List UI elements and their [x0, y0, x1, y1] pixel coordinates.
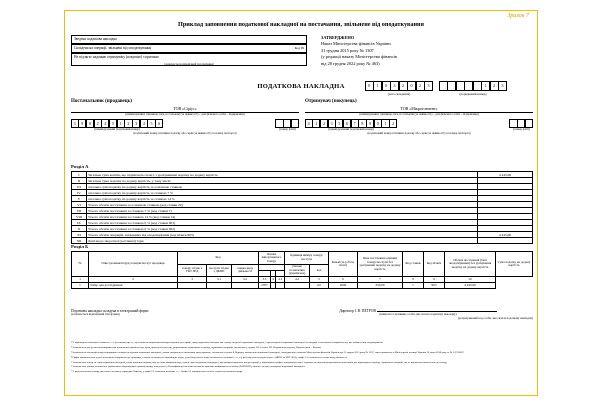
footnote-1: ¹ У відповідних клітинках ставиться «×» (позначка) про те, що зазначена податкова накладна підлягає реєстрації, якщо податкова накладна має ознаку зведеної податкової накладної, і при складанні податкової накладної на операції з постачання товарів/послуг, що звільнені від оподаткування. — [71, 341, 384, 344]
ipn-cell[interactable]: 5 — [335, 119, 343, 128]
row-no: IV — [72, 190, 87, 196]
row-text: Усього обсяги операцій, звільнених від оподаткування (код пільги 903) — [87, 232, 478, 238]
seller-tax-number-sub: (податковий номер платника податку або серія (за наявності) та номер паспорта) — [133, 131, 237, 136]
date-cell[interactable]: 0 — [365, 81, 374, 91]
col-unit-name: умовне позначення (українське) — [285, 264, 310, 277]
col-dkpp: послуги згідно з ДКПП — [207, 264, 232, 277]
col-vat-sum: Сума податку на додану вартість — [496, 252, 533, 277]
row-text: Дані щодо зворотної (заставної) тари — [87, 238, 478, 244]
ipn-cell[interactable]: 4 — [140, 119, 148, 128]
cell-rate-code: 1 — [403, 282, 424, 288]
ipn-cell[interactable]: 6 — [155, 119, 163, 128]
cell-dkpp — [207, 282, 232, 288]
sample-label: Зразок 7 — [507, 13, 529, 19]
ipn-cell[interactable]: 0 — [374, 119, 382, 128]
header-box-consolidated-label: Зведена податкова накладна — [74, 37, 117, 41]
colnum: 3.2 — [232, 277, 259, 283]
cell-benefit-code: 903 — [424, 282, 445, 288]
col-code-group: Код — [178, 252, 259, 265]
header-box-exempt[interactable] — [71, 44, 307, 53]
colnum: 5 — [310, 277, 329, 283]
row-no: VII — [72, 208, 87, 214]
row-no: I — [72, 172, 87, 178]
row-sum — [478, 238, 533, 244]
colnum: 2 — [89, 277, 178, 283]
row-no: VIII — [72, 214, 87, 220]
number-cell[interactable]: 2 — [490, 81, 499, 91]
approval-line-5: від 28 грудня 2022 року № 463) — [321, 60, 380, 66]
col-benefit-code: Код пільги — [424, 252, 445, 277]
ipn-cell[interactable]: 8 — [358, 119, 366, 128]
footnotes — [71, 341, 533, 375]
row-no: III — [72, 184, 87, 190]
buyer-name[interactable]: ТОВ «Мікроелемент» — [305, 105, 533, 113]
buyer-name-sub: (найменування; прізвище, ім'я, по батькові (за наявності) – для фізичної особи – підприємця) — [359, 112, 479, 116]
ipn-cell[interactable]: 4 — [305, 119, 313, 128]
ipn-cell[interactable]: 9 — [366, 119, 374, 128]
row-no: X — [72, 226, 87, 232]
ipn-cell[interactable]: 9 — [78, 119, 86, 128]
ipn-cell[interactable]: 1 — [117, 119, 125, 128]
row-text: Усього обсяги постачання за основною ставкою (код ставки 20) — [87, 202, 478, 208]
cell-quantity: 2009 — [329, 282, 358, 288]
cell-unit-name — [285, 282, 310, 288]
col-unit-code: код — [310, 264, 329, 277]
number-cell[interactable]: 3 — [498, 81, 507, 91]
ipn-cell[interactable]: 7 — [351, 119, 359, 128]
colnum: 8 — [403, 277, 424, 283]
header-area — [71, 35, 533, 79]
approval-line-3: 31 грудня 2015 року № 1307 — [321, 47, 374, 53]
date-cell[interactable]: 2 — [416, 81, 425, 91]
buyer-branch-caption: (номер філії) — [513, 126, 530, 131]
seller-title: Постачальник (продавець) — [71, 99, 132, 104]
footnote-5: ⁵ Зазначається номер та серія податкової накладної, назва платника податку, код та назва товарів/послуг, номер і дата податкової накладної, які використовуються для реєстрації; у відповідних графах зазначаються дані, отримані на підставі розрахованих показників для відповідного періоду, отриманих операцій, які не підлягають включенню до складу. — [71, 360, 448, 364]
signer-name: Директор І. В. ПЕТРОВ — [339, 309, 376, 313]
stamp-caption: (розрахунковий код особи, яка склала податкову накладну) — [457, 315, 533, 320]
col-imported-group: Ознака імпортованого товару — [259, 252, 285, 265]
table-header-row — [72, 252, 533, 265]
colnum: 10 — [445, 277, 496, 283]
ipn-cell[interactable]: 6 — [343, 119, 351, 128]
colnum: 1 — [72, 277, 89, 283]
ipn-cell[interactable]: 3 — [132, 119, 140, 128]
header-box-exempt-label: Складена на операції, звільнені від оподаткування — [74, 46, 152, 50]
row-no: XII — [72, 238, 87, 244]
footnote-2: ² Зазначається для уточнення/виправлення помилкової відомості про суми, проведені в реєстрі, розрахованих показників за період, отриманих операцій, зазначених у пункті 201.4 статті 201 Податкового кодексу України (далі – Кодекс). — [71, 345, 322, 349]
colnum: 9 — [424, 277, 445, 283]
row-text: загальна сума податку на додану вартість за основною ставкою — [87, 184, 478, 190]
number-cell[interactable]: 1 — [481, 81, 490, 91]
row-text: Усього обсяги постачання за ставкою 7 % (код ставки 7) — [87, 208, 478, 214]
seller-block — [71, 99, 299, 136]
invoice-number-area — [365, 81, 507, 96]
header-left-boxes — [71, 35, 307, 66]
buyer-block — [305, 99, 533, 136]
ipn-cell[interactable]: 1 — [381, 119, 389, 128]
col-quantity: Кількість (об'єм, обсяг) — [329, 252, 358, 277]
col-uktzed: товару згідно з УКТ ЗЕД — [178, 264, 207, 277]
colnum: 6 — [329, 277, 358, 283]
buyer-tax-number-sub: (податковий номер платника податку або серія (за наявності) та номер паспорта) — [367, 131, 471, 136]
ipn-cell[interactable]: 5 — [147, 119, 155, 128]
cell-activity — [232, 282, 259, 288]
colnum: 4 — [270, 277, 276, 283]
date-cell[interactable]: 2 — [399, 81, 408, 91]
cell-volume: 4 245,00 — [445, 282, 496, 288]
ipn-cell[interactable]: 8 — [86, 119, 94, 128]
col-unit-group: Одиниця виміру товару/послуги — [285, 252, 329, 265]
colnum: 4.1 — [276, 277, 285, 283]
number-caption: (порядковий номер) — [459, 91, 487, 96]
ipn-cell[interactable]: 2 — [124, 119, 132, 128]
header-box-exempt-value: Код 09 — [294, 46, 304, 50]
header-box-notgiven-sub: (зазначається відповідний тип причини) — [164, 62, 214, 66]
row-text: Загальна сума податку на додану вартість, у тому числі: — [87, 178, 478, 184]
colnum: 4.2 — [285, 277, 310, 283]
cell-unit-code: шт — [310, 282, 329, 288]
seller-branch-caption: (номер філії) — [279, 126, 296, 131]
header-box-notgiven-label: Не підлягає наданню отримувачу (покупцю) з причини — [74, 55, 159, 59]
col-volume: Обсяги постачання (база оподаткування) без урахування податку на додану вартість — [445, 252, 496, 277]
footnote-4: ⁴ Графи заповнюються у разі постачання товарів/послуг продавця, а також за наявності відповідних кодів, у разі відсутності кодів зазначається позначка «×», а у разі відсутності кодів згідно з ДКПП та УКТ ЗЕД у графі 3.3 зазначається ознака виду діяльності. — [71, 355, 348, 359]
ipn-cell[interactable]: 1 — [312, 119, 320, 128]
signature-block — [71, 309, 533, 320]
cell-imp3 — [276, 282, 285, 288]
footnote-6: ⁶ Зазначається умовне позначення українського відповідника одиниці виміру, наведеного у Класифікаторі системи позначень одиниць вимірювання та обліку (КСПОВО), чинного на дату складання податкової накладної. — [71, 365, 306, 369]
invoice-title: ПОДАТКОВА НАКЛАДНА — [257, 83, 345, 90]
cell-imp1: 2707 — [259, 282, 271, 288]
approval-line-2: Наказ Міністерства фінансів України — [321, 41, 391, 47]
row-sum: 4 245,00 — [478, 232, 533, 238]
row-text: загальна сума податку на додану вартість за ставкою 14 % — [87, 196, 478, 202]
cell-description: Товар для дослідження — [89, 282, 178, 288]
ipn-cell[interactable]: 3 — [71, 119, 79, 128]
row-sum: 4 245,00 — [478, 172, 533, 178]
document-title: Приклад заповнення податкової накладної на постачання, звільнене від оподаткування — [178, 21, 424, 28]
seller-name-sub: (найменування; прізвище, ім'я, по батькові (за наявності) – для фізичної особи – підприємця) — [125, 112, 245, 116]
form-type-label: Податкова накладна складена в електронній формі — [71, 309, 149, 313]
buyer-ipn-caption: (індивідуальний податковий номер) — [328, 126, 374, 131]
approval-line-1: ЗАТВЕРДЖЕНО — [321, 35, 355, 40]
header-box-consolidated[interactable] — [71, 35, 307, 44]
section-b-label: Розділ Б — [71, 244, 89, 249]
col-description: Опис (номенклатура) товарів/послуг продавця — [89, 252, 178, 277]
table-row — [72, 238, 533, 244]
row-text: Усього обсяги постачання за ставкою 0 % (код ставки 901) — [87, 220, 478, 226]
row-text: Загальна сума коштів, що підлягають сплаті, з урахуванням податку на додану вартість — [87, 172, 478, 178]
buyer-title: Отримувач (покупець) — [305, 99, 357, 104]
ipn-cell[interactable]: 3 — [328, 119, 336, 128]
date-cell[interactable]: 3 — [424, 81, 433, 91]
ipn-cell[interactable]: 4 — [101, 119, 109, 128]
col-price: Ціна постачання одиниці товару/послуги без урахування податку на додану вартість — [358, 252, 403, 277]
document-frame — [64, 10, 538, 396]
approval-block — [321, 35, 533, 67]
date-cell[interactable]: 0 — [382, 81, 391, 91]
number-cells[interactable] — [439, 81, 507, 91]
form-type-sub: (зазначається відповідний тип форми) — [71, 312, 120, 316]
header-box-notgiven[interactable] — [71, 53, 307, 66]
section-a-label: Розділ А — [71, 164, 89, 169]
section-a-table — [71, 171, 533, 244]
ipn-cell[interactable]: 2 — [320, 119, 328, 128]
cell-price: 250,00 — [358, 282, 403, 288]
footnote-7: ⁷ У разі постачання товару, ввезеного на митну територію України, у графі 3.2 ставиться позначка «×». Графа 3.2 заповнюється на всіх етапах постачання товару. — [71, 370, 243, 374]
colnum: 7 — [358, 277, 403, 283]
colnum: 3.1 — [207, 277, 232, 283]
date-cell[interactable]: 0 — [407, 81, 416, 91]
row-no: VI — [72, 202, 87, 208]
approval-line-4: (у редакції наказу Міністерства фінансів — [321, 54, 397, 60]
row-text: загальна сума податку на додану вартість за ставкою 7 % — [87, 190, 478, 196]
date-cell[interactable]: 1 — [373, 81, 382, 91]
ipn-cell[interactable]: 5 — [109, 119, 117, 128]
date-caption: (дата складання) — [387, 91, 411, 96]
col-rate-code: Код ставки — [403, 252, 424, 277]
col-activity: ознака виду діяльності — [232, 264, 259, 277]
row-no: XI — [72, 232, 87, 238]
seller-name[interactable]: ТОВ «Сіріус» — [71, 105, 299, 113]
row-no: IX — [72, 220, 87, 226]
ipn-cell[interactable]: 2 — [389, 119, 397, 128]
cell-uktzed — [178, 282, 207, 288]
table-row — [72, 282, 533, 288]
date-cell[interactable]: 3 — [390, 81, 399, 91]
row-text: Усього обсяги постачання за ставкою 0 % (код ставки 902) — [87, 226, 478, 232]
signer-sub: (ініціали та прізвище особи, яка склала податкову накладну) — [379, 312, 457, 316]
ipn-cell[interactable]: 2 — [94, 119, 102, 128]
row-text: Усього обсяги постачання за ставкою 14 % (код ставки 14) — [87, 214, 478, 220]
seller-ipn-caption: (індивідуальний податковий номер) — [94, 126, 140, 131]
section-b-table — [71, 251, 533, 289]
col-rownum: № — [72, 252, 89, 277]
row-no: V — [72, 196, 87, 202]
colnum: 3 — [178, 277, 207, 283]
colnum: 3.3 — [259, 277, 271, 283]
cell-rownum: 1 — [72, 282, 89, 288]
date-cells[interactable] — [365, 81, 433, 91]
footnote-3: ³ Зазначається поточний номер порядкового номера на підставі податкової накладної, умови складання та показники типу причини, зазначеної в пункті 8 Порядку заповнення податкової накладної, затвердженого наказом Міністерства фінансів України від 31 грудня 2015 року № 1307, зареєстрованого в Міністерстві юстиції України 26 січня 2016 року за № 137/28267. — [71, 350, 465, 354]
row-no: II — [72, 178, 87, 184]
